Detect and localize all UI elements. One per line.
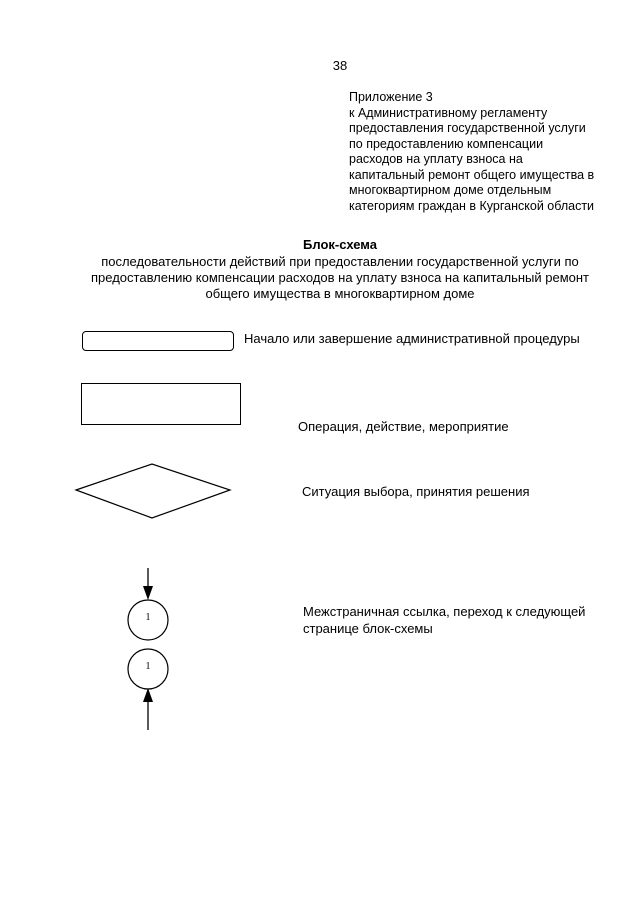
- connector-label-line: странице блок-схемы: [303, 621, 433, 636]
- subtitle-line: предоставлению компенсации расходов на уплату взноса на капитальный ремонт: [91, 270, 589, 285]
- subtitle-line: последовательности действий при предоставлении государственной услуги по: [101, 254, 579, 269]
- connector-label-line: Межстраничная ссылка, переход к следующей: [303, 604, 586, 619]
- appendix-line: предоставления государственной услуги: [349, 121, 586, 135]
- terminal-label: Начало или завершение административной процедуры: [244, 331, 580, 346]
- document-title: Блок-схема: [303, 237, 377, 252]
- appendix-line: по предоставлению компенсации: [349, 136, 544, 151]
- process-label: Операция, действие, мероприятие: [298, 419, 509, 434]
- appendix-line: категориям граждан в Курганской области: [349, 198, 595, 213]
- appendix-line: расходов на уплату взноса на: [349, 152, 523, 166]
- terminal-shape: [82, 331, 234, 351]
- appendix-header: [349, 90, 619, 214]
- decision-label: Ситуация выбора, принятия решения: [302, 484, 530, 499]
- decision-shape: [74, 462, 234, 522]
- page-number: 38: [332, 58, 348, 73]
- document-subtitle: [60, 254, 620, 302]
- appendix-line: многоквартирном доме отдельным: [349, 183, 552, 197]
- title-block: [60, 237, 620, 302]
- appendix-line: капитальный ремонт общего имущества в: [349, 167, 595, 182]
- subtitle-line: общего имущества в многоквартирном доме: [205, 286, 475, 301]
- appendix-line: Приложение 3: [349, 90, 433, 104]
- connector-label: [303, 603, 585, 637]
- appendix-line: к Административному регламенту: [349, 105, 548, 120]
- connector-in-number: 1: [145, 661, 151, 672]
- connector-shapes: [120, 568, 180, 748]
- process-shape: [81, 383, 241, 425]
- connector-out-number: 1: [145, 612, 151, 623]
